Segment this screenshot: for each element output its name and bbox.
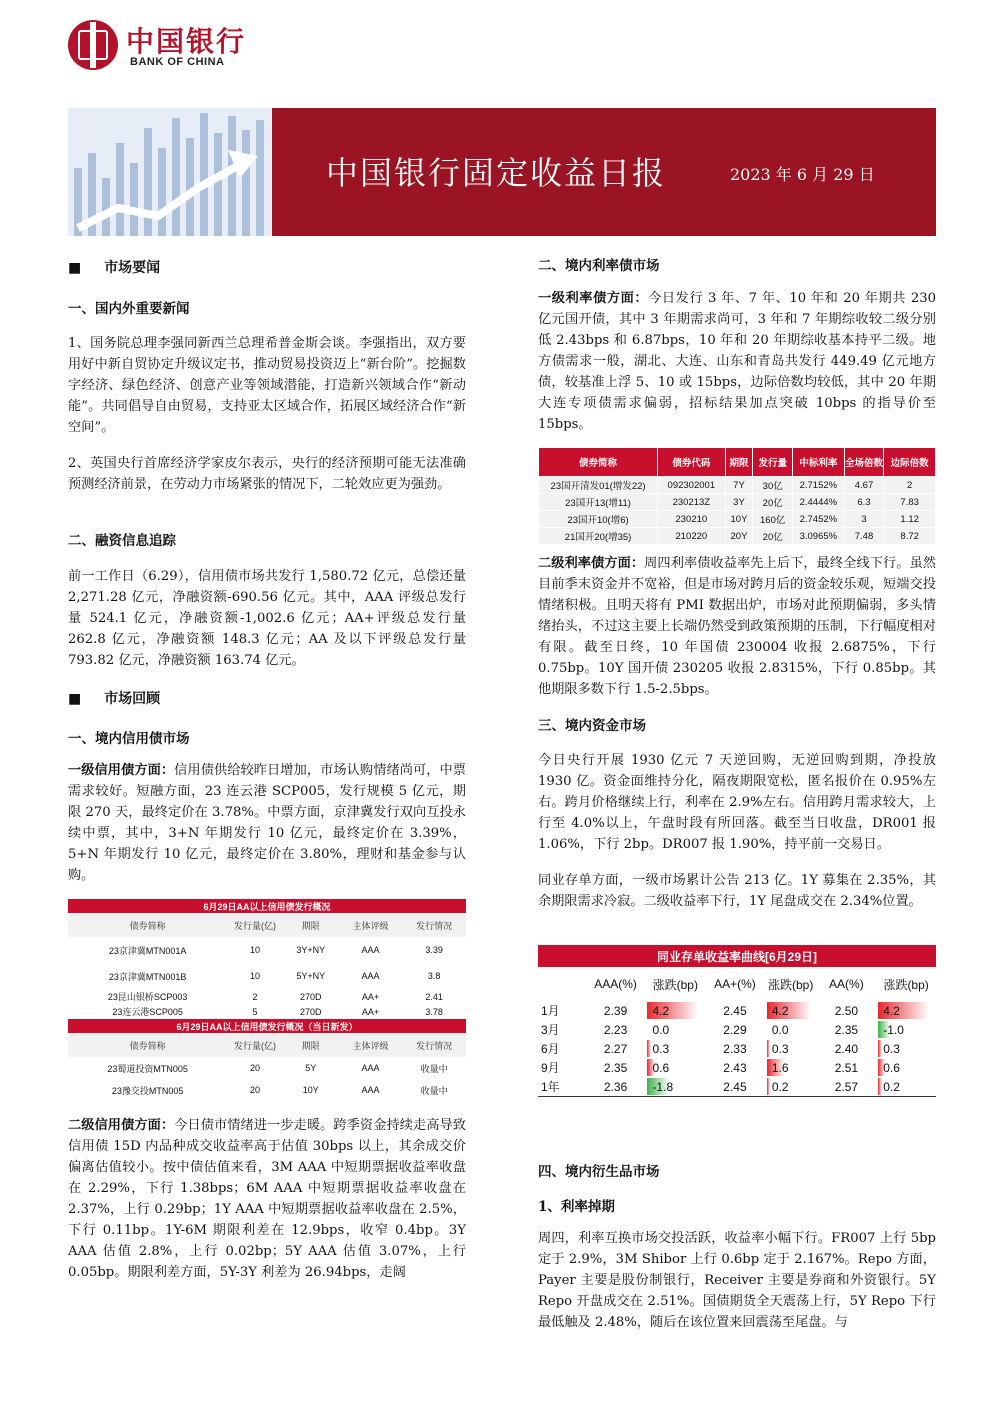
report-title: 中国银行固定收益日报 [326,154,667,192]
table-row [538,1039,936,1058]
change-value: 0.6 [883,1060,900,1075]
report-date: 2023 年 6 月 29 日 [730,165,875,184]
change-cell [765,1077,817,1096]
cell: 2.57 [834,1079,859,1094]
cell: 4.67 [844,477,884,494]
cell: 2.35 [834,1022,859,1037]
table-row [68,989,466,1004]
cell: 3 [844,511,884,528]
bank-logo [68,20,268,72]
cell: 23蜀道投资MTN005 [107,1063,188,1074]
logo-text-en: BANK OF CHINA [130,56,225,68]
col-header: 期限 [301,1040,320,1051]
change-cell [765,1058,817,1077]
col-header: 期限 [301,920,320,931]
change-value: 0.3 [883,1041,900,1056]
cell: 2.7152% [793,477,845,494]
col-header: 全场倍数 [844,448,884,477]
cell: 5Y+NY [296,971,326,981]
change-cell [645,1077,705,1096]
col-header: 发行量(亿) [234,1040,277,1051]
change-value: 0.0 [652,1022,670,1037]
change-value: 0.0 [771,1022,789,1037]
credit-table-title: 6月29日AA以上信用债发行概况 [68,899,466,913]
cell: 270D [300,1006,322,1017]
cell: 23连云港SCP005 [112,1007,183,1017]
cell: 2.36 [603,1079,628,1094]
subheading-irs: 1、利率掉期 [538,1199,615,1215]
money-market-paragraph: 今日央行开展 1930 亿元 7 天逆回购，无逆回购到期，净投放 1930 亿。资金面维持分化，隔夜期限宽松，匿名报价在 0.95%左右。跨月价格继续上行，利率在 2.9%左右。信用跨月需求较大，上行至 4.0%以上，午盘时段有所回落。截至当日收盘，DR001 报 1.06%，下行 2bp。DR007 报 1.90%，持平前一交易日。 [538,753,936,852]
cell: 23豫交投MTN005 [111,1085,184,1096]
col-header: 发行量 [753,448,793,477]
cell: 23国开13(增11) [539,494,658,511]
cell: 2.45 [723,1079,747,1094]
table-row [68,937,466,963]
primary-rate-paragraph: 一级利率债方面：今日发行 3 年、7 年、10 年和 20 年期共 230 亿元国开债，其中 3 年期需求尚可，3 年和 7 年期综收较二级分别低 2.43bps 和 6.87bps，10 年和 20 年期综收基本持平二级。地方债需求一般，湖北、大连、山东和青岛共发行 449.49 亿元地方债，较基准上浮 5、10 或 15bps，边际倍数均较低，其中 20 年期大连专项债需求偏弱，招标结果加点突破 10bps 的指导价至 15bps。 [538,291,937,432]
cell: 2.43 [723,1060,747,1075]
change-cell [645,1020,705,1039]
table-row [68,1079,466,1101]
table-row [539,528,936,545]
cell: 1月 [541,1004,560,1018]
change-cell [765,1020,817,1039]
cell: 3.0965% [793,528,845,545]
col-header: 边际倍数 [884,448,936,477]
change-cell [876,1058,936,1077]
cell: 2.50 [834,1003,859,1018]
col-header: 发行情况 [416,1040,453,1051]
table-row [539,511,936,528]
cell: 2 [884,477,936,494]
cell: 7Y [725,477,753,494]
subheading-money-market: 三、境内资金市场 [538,718,646,734]
subheading-derivatives: 四、境内衍生品市场 [538,1164,660,1180]
cell: 2.51 [834,1060,859,1075]
cell: 23京津冀MTN001B [108,971,187,982]
cell: 10 [250,945,261,955]
table-row [538,1058,936,1077]
bank-of-china-emblem-icon [68,20,118,70]
section-heading-market-news: ■ 市场要闻 [68,260,161,276]
change-cell [765,1039,817,1058]
col-header: 涨跌(bp) [652,977,698,992]
col-header: 发行情况 [416,920,453,931]
change-value: -1.8 [652,1079,674,1094]
cell: 23国开10(增6) [539,511,658,528]
change-cell [876,1077,936,1096]
ncd-paragraph: 同业存单方面，一级市场累计公告 213 亿。1Y 募集在 2.35%，其余期限需求冷寂。二级收益率下行，1Y 尾盘成交在 2.34%位置。 [538,873,936,909]
change-value: 0.3 [652,1041,670,1056]
credit-table-title-new: 6月29日AA以上信用债发行概况（当日新发） [68,1019,466,1033]
col-header: 涨跌(bp) [768,977,814,992]
change-value: 0.6 [652,1060,670,1075]
secondary-credit-paragraph: 二级信用债方面：今日债市情绪进一步走暖。跨季资金持续走高导致信用债 15D 内品种成交收益率高于估值 30bps 以上，其余成交价偏离估值较小。按中债估值来看，3M AAA 中短期票据收益率收盘在 2.29%，下行 1.38bps；6M AAA 中短期票据收益率收盘在 2.37%，上行 0.29bp；1Y AAA 中短期票据收益率收盘在 2.5%，下行 0.11bp。1Y-6M 期限利差在 12.9bps，收窄 0.4bp。3Y AAA 估值 2.8%，上行 0.02bp；5Y AAA 估值 3.07%，上行 0.05bp。期限利差方面，5Y-3Y 利差为 26.94bps，走阔 [68,1118,466,1280]
cell: 2.23 [603,1022,628,1037]
news-paragraph-1: 1、国务院总理李强同新西兰总理希普金斯会谈。李强指出，双方要用好中新自贸协定升级议定书，推动贸易投资迈上“新台阶”。挖掘数字经济、绿色经济、创意产业等领域潜能，打造新兴领域合作“新动能”。共同倡导自由贸易，支持亚太区域合作，拓展区域经济合作“新空间”。 [68,336,466,435]
table-row [539,477,936,494]
cell: AAA [361,945,380,955]
cell: 23京津冀MTN001A [108,945,187,956]
financing-paragraph: 前一工作日（6.29），信用债市场共发行 1,580.72 亿元，总偿还量 2,271.28 亿元，净融资额-690.56 亿元。其中，AAA 评级总发行量 524.1 亿元，净融资额-1,002.6 亿元；AA+评级总发行量 262.8 亿元，净融资额 148.3 亿元；AA 及以下评级总发行量 793.82 亿元，净融资额 163.74 亿元。 [68,569,466,668]
cell: 230210 [658,511,725,528]
cell: 1年 [541,1080,560,1094]
rising-chart-image [68,108,272,236]
cell: 20亿 [753,528,793,545]
cell: 10Y [725,511,753,528]
col-header: 中标利率 [793,448,845,477]
change-value: 0.3 [771,1041,789,1056]
col-header: 主体评级 [352,920,389,931]
change-cell [876,1020,936,1039]
table-row [538,1077,936,1096]
cell: AA+ [361,1006,380,1017]
logo-text-cn: 中国银行 [126,25,247,58]
cell: 270D [300,991,322,1002]
change-value: 0.2 [883,1079,900,1094]
subheading-credit-market: 一、境内信用债市场 [68,731,190,747]
secondary-rate-paragraph: 二级利率债方面：周四利率债收益率先上后下，最终全线下行。虽然目前季末资金并不宽裕，但是市场对跨月后的资金较乐观，短端交投情绪积极。且明天将有 PMI 数据出炉，市场对此预期偏弱，多头情绪抬头，不过这主要上长端仍然受到政策预期的压制，下行幅度相对有限。截至日终，10 年国债 230004 收报 2.6875%，下行 0.75bp。10Y 国开债 230205 收报 2.8315%，下行 0.85bp。其他期限多数下行 1.5-2.5bps。 [538,556,936,697]
cell: 3.39 [425,945,443,955]
change-value: 4.2 [652,1003,670,1018]
rate-bond-issuance-table [538,447,936,545]
col-header: 债券简称 [539,448,658,477]
change-value: 0.2 [771,1079,789,1094]
cell: 收量中 [420,1063,448,1074]
square-bullet-icon: ■ [68,260,82,276]
cell: 210220 [658,528,725,545]
col-header: AAA(%) [594,977,637,991]
cell: 3Y [725,494,753,511]
cell: 6.3 [844,494,884,511]
cell: 20 [250,1063,261,1073]
cell: AAA [361,1063,380,1073]
cell: AAA [361,1085,380,1095]
square-bullet-icon: ■ [68,691,82,707]
cell: 2.39 [603,1003,628,1018]
col-header: 涨跌(bp) [883,977,929,992]
table-row [68,1004,466,1019]
table-row [539,494,936,511]
cell: 2.4444% [793,494,845,511]
cell: 5 [252,1006,258,1017]
cell: 2 [252,991,258,1002]
irs-paragraph: 周四，利率互换市场交投活跃，收益率小幅下行。FR007 上行 5bp 定于 2.9%，3M Shibor 上行 0.6bp 定于 2.167%。Repo 方面，Payer 主要是股份制银行，Receiver 主要是券商和外资银行。5Y Repo 开盘成交在 2.51%。国债期货全天震荡上行，5Y Repo 下行最低触及 2.48%，随后在该位置来回震荡至尾盘。与 [538,1231,936,1330]
cell: 10 [250,971,261,981]
cell: 160亿 [753,511,793,528]
cell: 收量中 [420,1085,448,1096]
cell: 30亿 [753,477,793,494]
change-cell [645,1039,705,1058]
cell: 5Y [305,1063,317,1073]
ncd-yield-curve-table [538,945,936,1097]
col-header: 债券代码 [658,448,725,477]
primary-credit-paragraph: 一级信用债方面：信用债供给较昨日增加，市场认购情绪尚可，中票需求较好。短融方面，23 连云港 SCP005，发行规模 5 亿元，期限 270 天，最终定价在 3.78%。中票方面，京津冀发行双向互投永续中票，其中，3+N 年期发行 10 亿元，最终定价在 3.39%，5+N 年期发行 10 亿元，最终定价在 3.80%，理财和基金参与认购。 [68,763,466,883]
cell: 3Y+NY [296,945,326,955]
cell: 3.78 [425,1006,443,1017]
credit-issuance-table [68,899,466,1101]
col-header: AA+(%) [714,977,756,991]
cell: 20亿 [753,494,793,511]
change-cell [876,1001,936,1020]
cell: 092302001 [658,477,725,494]
cell: AAA [361,971,380,981]
col-header: 主体评级 [352,1040,389,1051]
cell: 1.12 [884,511,936,528]
cell: 6月 [541,1042,560,1056]
cell: 23国开清发01(增发22) [539,477,658,494]
col-header [538,967,586,1001]
ncd-table-title: 同业存单收益率曲线[6月29日] [538,945,936,967]
cell: 2.35 [603,1060,628,1075]
table-row [68,963,466,989]
cell: 20 [250,1085,261,1095]
cell: AA+ [361,991,380,1002]
report-banner [68,108,936,236]
change-value: 4.2 [883,1003,900,1018]
table-row [538,1020,936,1039]
change-cell [645,1001,705,1020]
subheading-rate-market: 二、境内利率债市场 [538,258,660,274]
cell: 2.45 [723,1003,747,1018]
cell: 2.27 [603,1041,628,1056]
change-value: 4.2 [771,1003,789,1018]
cell: 20Y [725,528,753,545]
cell: 2.41 [425,991,443,1002]
col-header: AA(%) [829,977,864,991]
cell: 2.7452% [793,511,845,528]
table-row [538,1001,936,1020]
cell: 2.29 [723,1022,747,1037]
col-header: 发行量(亿) [234,920,277,931]
change-cell [645,1058,705,1077]
news-paragraph-2: 2、英国央行首席经济学家皮尔表示，央行的经济预期可能无法准确预测经济前景，在劳动力市场紧张的情况下，二轮效应更为强劲。 [68,456,466,492]
section-heading-market-review: ■ 市场回顾 [68,691,161,707]
subheading-financing: 二、融资信息追踪 [68,533,176,549]
subheading-news: 一、国内外重要新闻 [68,301,190,317]
cell: 23昆山银桥SCP003 [107,992,188,1002]
change-cell [765,1001,817,1020]
cell: 3月 [541,1023,560,1037]
cell: 21国开20(增35) [539,528,658,545]
table-row [68,1057,466,1079]
change-cell [876,1039,936,1058]
col-header: 期限 [725,448,753,477]
cell: 7.48 [844,528,884,545]
cell: 2.33 [723,1041,747,1056]
col-header: 债券简称 [129,1040,166,1051]
cell: 3.8 [427,971,441,981]
col-header: 债券简称 [129,920,166,931]
cell: 8.72 [884,528,936,545]
change-value: 1.6 [771,1060,789,1075]
cell: 230213Z [658,494,725,511]
change-value: -1.0 [883,1022,904,1037]
cell: 2.40 [834,1041,859,1056]
cell: 9月 [541,1061,560,1075]
cell: 7.83 [884,494,936,511]
cell: 10Y [302,1085,319,1095]
